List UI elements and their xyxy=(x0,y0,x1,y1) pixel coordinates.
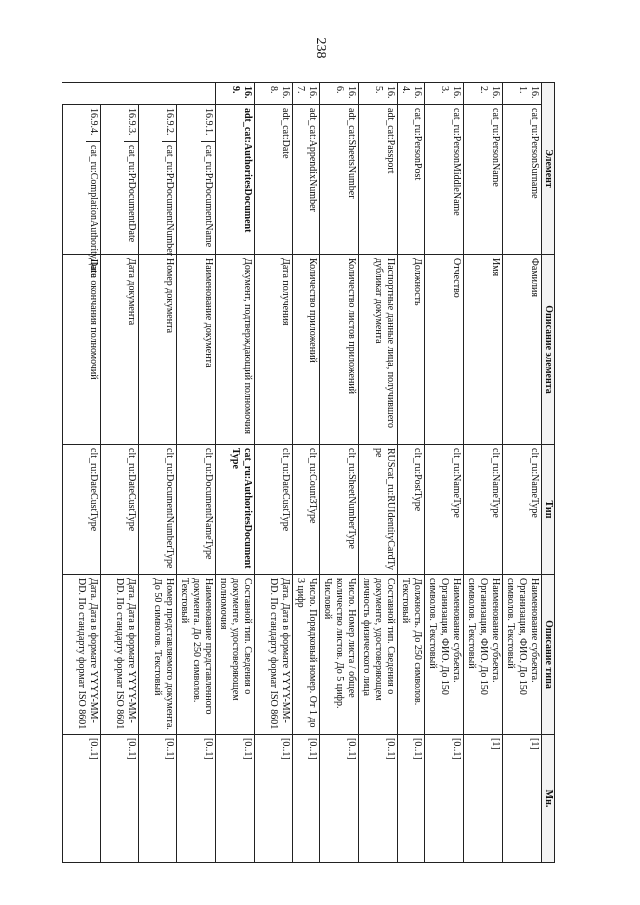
row-type: clt_ru:SheetNumberType xyxy=(320,445,359,575)
row-number: 16.7. xyxy=(293,83,320,105)
row-element: cat_ru:PrDocumentDate xyxy=(126,145,137,243)
row-number: 16.9.3. xyxy=(124,105,138,142)
row-number: 16.6. xyxy=(320,83,359,105)
row-element-cell xyxy=(177,105,216,255)
row-mult: [1] xyxy=(464,735,503,863)
table-row xyxy=(216,83,255,863)
row-type-desc: Составной тип. Сведения о документе, удостоверяющем полномочия xyxy=(216,575,255,735)
row-element: cat_ru:PersonMiddleName xyxy=(425,105,464,255)
table-row xyxy=(139,83,177,863)
row-element-desc: Фамилия xyxy=(503,255,542,445)
table-row xyxy=(425,83,464,863)
rotated-table-container xyxy=(76,82,555,862)
row-type-desc: Наименование субъекта. Организация, ФИО. До 150 символов. Текстовый xyxy=(503,575,542,735)
row-number: 16.9.1. xyxy=(201,105,215,142)
row-mult: [0..1] xyxy=(359,735,398,863)
row-element-desc: Отчество xyxy=(425,255,464,445)
row-type: clt_ru:NameType xyxy=(464,445,503,575)
row-element-cell xyxy=(139,105,177,255)
header-type: Тип xyxy=(542,445,555,575)
row-type: clt_ru:DateCustType xyxy=(63,445,101,575)
row-mult: [0..1] xyxy=(320,735,359,863)
table-header-row xyxy=(542,83,555,863)
row-mult: [0..1] xyxy=(177,735,216,863)
row-type: clt_ru:DateCustType xyxy=(101,445,139,575)
row-mult: [0..1] xyxy=(101,735,139,863)
row-element-desc: Наименование документа xyxy=(177,255,216,445)
row-element-desc: Дата окончания полномочий xyxy=(63,255,101,445)
row-mult: [0..1] xyxy=(139,735,177,863)
row-type-desc: Число. Порядковый номер. От 1 до 3 цифр xyxy=(293,575,320,735)
row-element-desc: Дата получения xyxy=(255,255,293,445)
row-type-desc: Номер представляемого документа. До 50 символов. Текстовый xyxy=(139,575,177,735)
row-indent xyxy=(139,83,177,105)
table-row xyxy=(293,83,320,863)
row-element-desc: Количество листов приложений xyxy=(320,255,359,445)
row-element: cat_ru:ComplationAuthorityDate xyxy=(88,145,99,278)
row-element: cat_ru:PersonName xyxy=(464,105,503,255)
row-element: cat_ru:PersonSurname xyxy=(503,105,542,255)
row-type-desc: Наименование субъекта. Организация, ФИО. До 150 символов. Текстовый xyxy=(464,575,503,735)
row-type-desc: Число. Номер листа / общее количество листов. До 5 цифр. Числовой xyxy=(320,575,359,735)
row-type-desc: Дата. Дата в формате YYYY-MM-DD. По стандарту формат ISO 8601 xyxy=(63,575,101,735)
row-element-desc: Имя xyxy=(464,255,503,445)
page-number-wrap xyxy=(300,37,340,70)
row-indent xyxy=(63,83,101,105)
row-number: 16.2. xyxy=(464,83,503,105)
header-type-desc: Описание типа xyxy=(542,575,555,735)
row-element-cell xyxy=(63,105,101,278)
row-number: 16.4. xyxy=(398,83,425,105)
row-element-desc: Дата документа xyxy=(101,255,139,445)
row-number: 16.5. xyxy=(359,83,398,105)
row-type: clt_ru:NameType xyxy=(503,445,542,575)
row-element-cell xyxy=(101,105,139,255)
table-row xyxy=(503,83,542,863)
table-row xyxy=(398,83,425,863)
row-element: adt_cat:Passport xyxy=(359,105,398,255)
row-number: 16.9.2. xyxy=(162,105,176,142)
table-row xyxy=(63,83,101,863)
row-element-desc: Номер документа xyxy=(139,255,177,445)
row-number: 16.9.4. xyxy=(86,105,100,142)
row-type: clt_ru:PostType xyxy=(398,445,425,575)
table-row xyxy=(255,83,293,863)
row-element: cat_ru:PrDocumentName xyxy=(203,145,214,248)
row-type-desc: Наименование представленного документа. До 250 символов. Текстовый xyxy=(177,575,216,735)
row-type: clt_ru:DateCustType xyxy=(255,445,293,575)
table-row xyxy=(464,83,503,863)
header-element: Элемент xyxy=(542,83,555,255)
row-type-desc: Должность. До 250 символов. Текстовый xyxy=(398,575,425,735)
header-element-desc: Описание элемента xyxy=(542,255,555,445)
row-mult: [0..1] xyxy=(398,735,425,863)
table-row xyxy=(101,83,139,863)
row-element-desc: Паспортные данные лица, получившего дубликат документа xyxy=(359,255,398,445)
row-element: adt_cat:SheetsNumber xyxy=(320,105,359,255)
row-element-desc: Количество приложений xyxy=(293,255,320,445)
row-element: cat_ru:PrDocumentNumber xyxy=(164,145,175,257)
row-type: clt_ru:DocumentNumberType xyxy=(139,445,177,575)
spec-table xyxy=(62,82,555,863)
row-type: clt_ru:DocumentNameType xyxy=(177,445,216,575)
row-mult: [0..1] xyxy=(216,735,255,863)
row-element-desc: Должность xyxy=(398,255,425,445)
row-type-desc: Составной тип. Сведения о документе, удостоверяющем личность физического лица xyxy=(359,575,398,735)
header-mult: Мн. xyxy=(542,735,555,863)
row-element-desc: Документ, подтверждающий полномочия xyxy=(216,255,255,445)
table-body xyxy=(63,83,542,863)
row-type: cat_ru:AuthoritesDocumentType xyxy=(216,445,255,575)
row-type-desc: Наименование субъекта. Организация, ФИО. До 150 символов. Текстовый xyxy=(425,575,464,735)
row-element: adt_cat:AppendixNumber xyxy=(293,105,320,255)
table-row xyxy=(320,83,359,863)
row-type: clt_ru:Count3Type xyxy=(293,445,320,575)
row-element: adt_cat:AuthoritesDocument xyxy=(216,105,255,255)
row-number: 16.8. xyxy=(255,83,293,105)
table-row xyxy=(359,83,398,863)
row-mult: [0..1] xyxy=(255,735,293,863)
row-number: 16.1. xyxy=(503,83,542,105)
row-indent xyxy=(177,83,216,105)
page-number: 238 xyxy=(313,37,328,59)
row-number: 16.9. xyxy=(216,83,255,105)
table-row xyxy=(177,83,216,863)
row-type: clt_ru:NameType xyxy=(425,445,464,575)
row-type: RUScat_ru:RUIdentityCardType xyxy=(359,445,398,575)
row-mult: [1] xyxy=(503,735,542,863)
row-element: cat_ru:PersonPost xyxy=(398,105,425,255)
row-type-desc: Дата. Дата в формате YYYY-MM-DD. По стандарту формат ISO 8601 xyxy=(101,575,139,735)
row-indent xyxy=(101,83,139,105)
row-number: 16.3. xyxy=(425,83,464,105)
row-type-desc: Дата. Дата в формате YYYY-MM-DD. По стандарту формат ISO 8601 xyxy=(255,575,293,735)
row-mult: [0..1] xyxy=(425,735,464,863)
row-mult: [0..1] xyxy=(63,735,101,863)
row-mult: [0..1] xyxy=(293,735,320,863)
row-element: adt_cat:Date xyxy=(255,105,293,255)
